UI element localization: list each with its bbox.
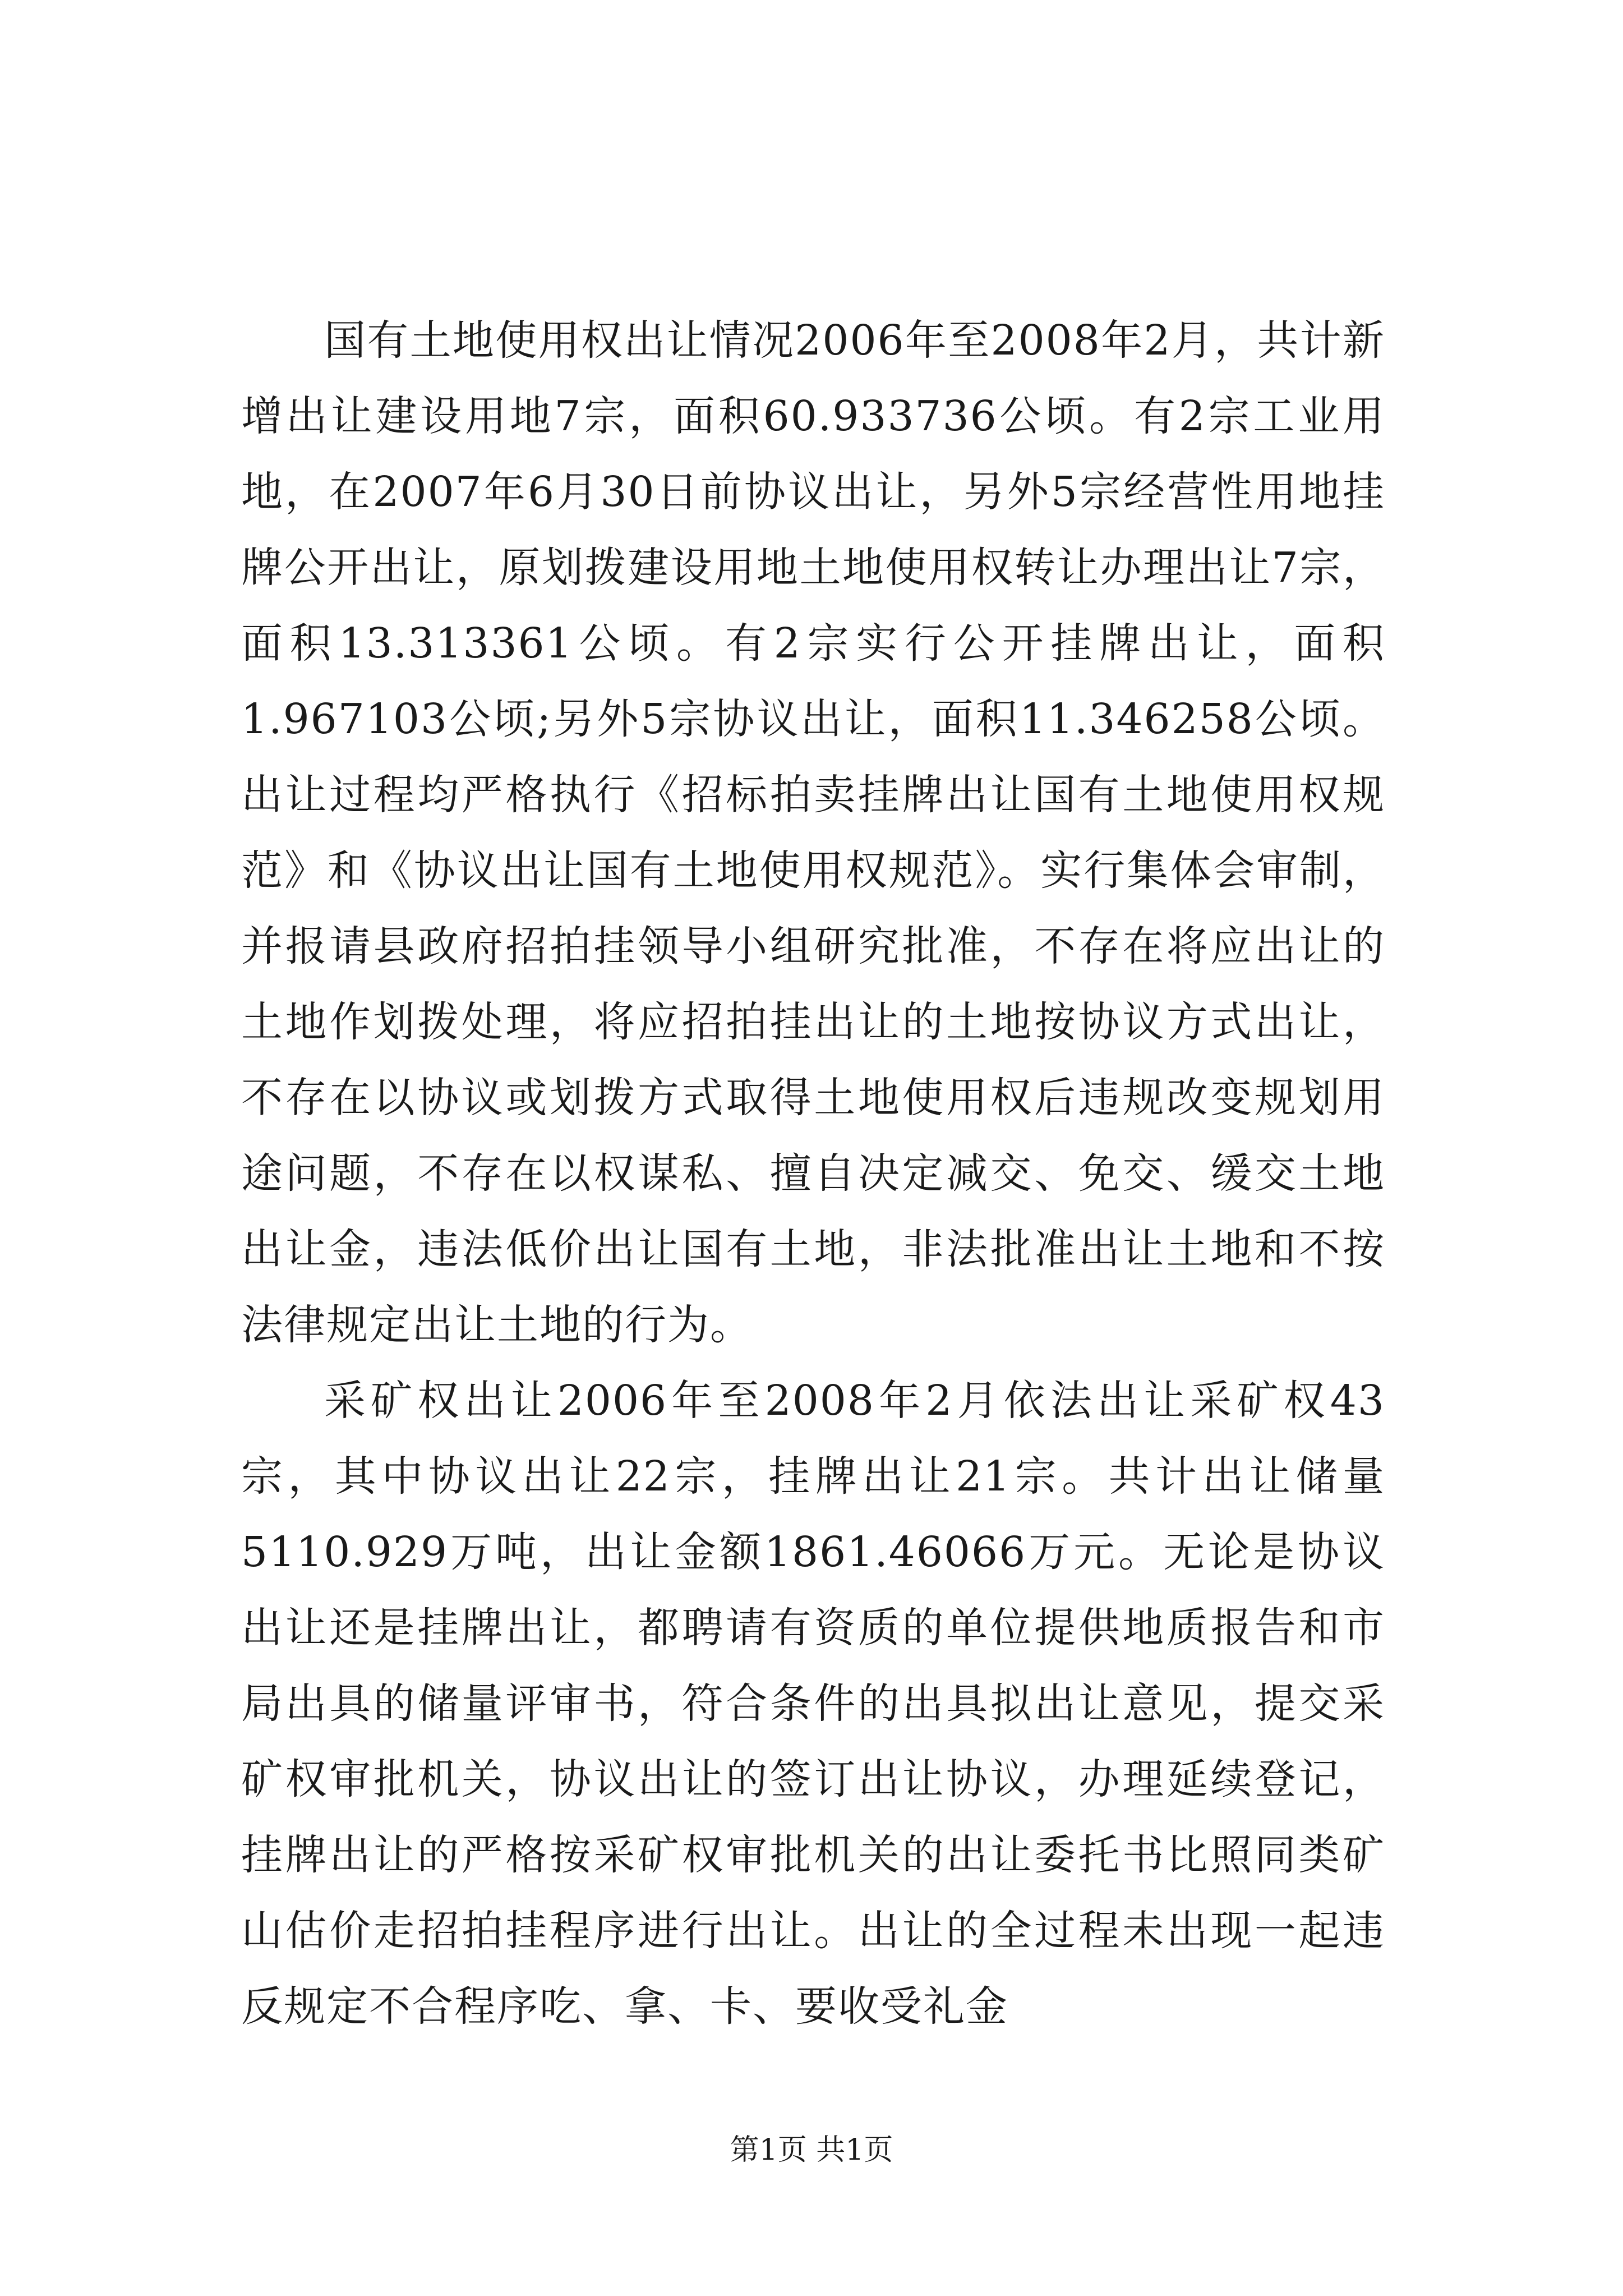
paragraph-mining-rights: 采矿权出让2006年至2008年2月依法出让采矿权43宗，其中协议出让22宗，挂牌出让21宗。共计出让储量5110.929万吨，出让金额1861.46066万元。无论是协议出让还是挂牌出让，都聘请有资质的单位提供地质报告和市局出具的储量评审书，符合条件的出具拟出让意见，提交采矿权审批机关，协议出让的签订出让协议，办理延续登记，挂牌出让的严格按采矿权审批机关的出让委托书比照同类矿山估价走招拍挂程序进行出让。出让的全过程未出现一起违反规定不合程序吃、拿、卡、要收受礼金 <box>241 1377 1385 2031</box>
page-footer: 第1页 共1页 <box>730 2133 893 2167</box>
document-body <box>241 303 1385 2045</box>
paragraph-land-use-rights: 国有土地使用权出让情况2006年至2008年2月，共计新增出让建设用地7宗，面积60.933736公顷。有2宗工业用地，在2007年6月30日前协议出让，另外5宗经营性用地挂牌公开出让，原划拨建设用地土地使用权转让办理出让7宗，面积13.313361公顷。有2宗实行公开挂牌出让，面积1.967103公顷;另外5宗协议出让，面积11.346258公顷。出让过程均严格执行《招标拍卖挂牌出让国有土地使用权规范》和《协议出让国有土地使用权规范》。实行集体会审制，并报请县政府招拍挂领导小组研究批准，不存在将应出让的土地作划拨处理，将应招拍挂出让的土地按协议方式出让，不存在以协议或划拨方式取得土地使用权后违规改变规划用途问题，不存在以权谋私、擅自决定减交、免交、缓交土地出让金，违法低价出让国有土地，非法批准出让土地和不按法律规定出让土地的行为。 <box>241 316 1385 1349</box>
